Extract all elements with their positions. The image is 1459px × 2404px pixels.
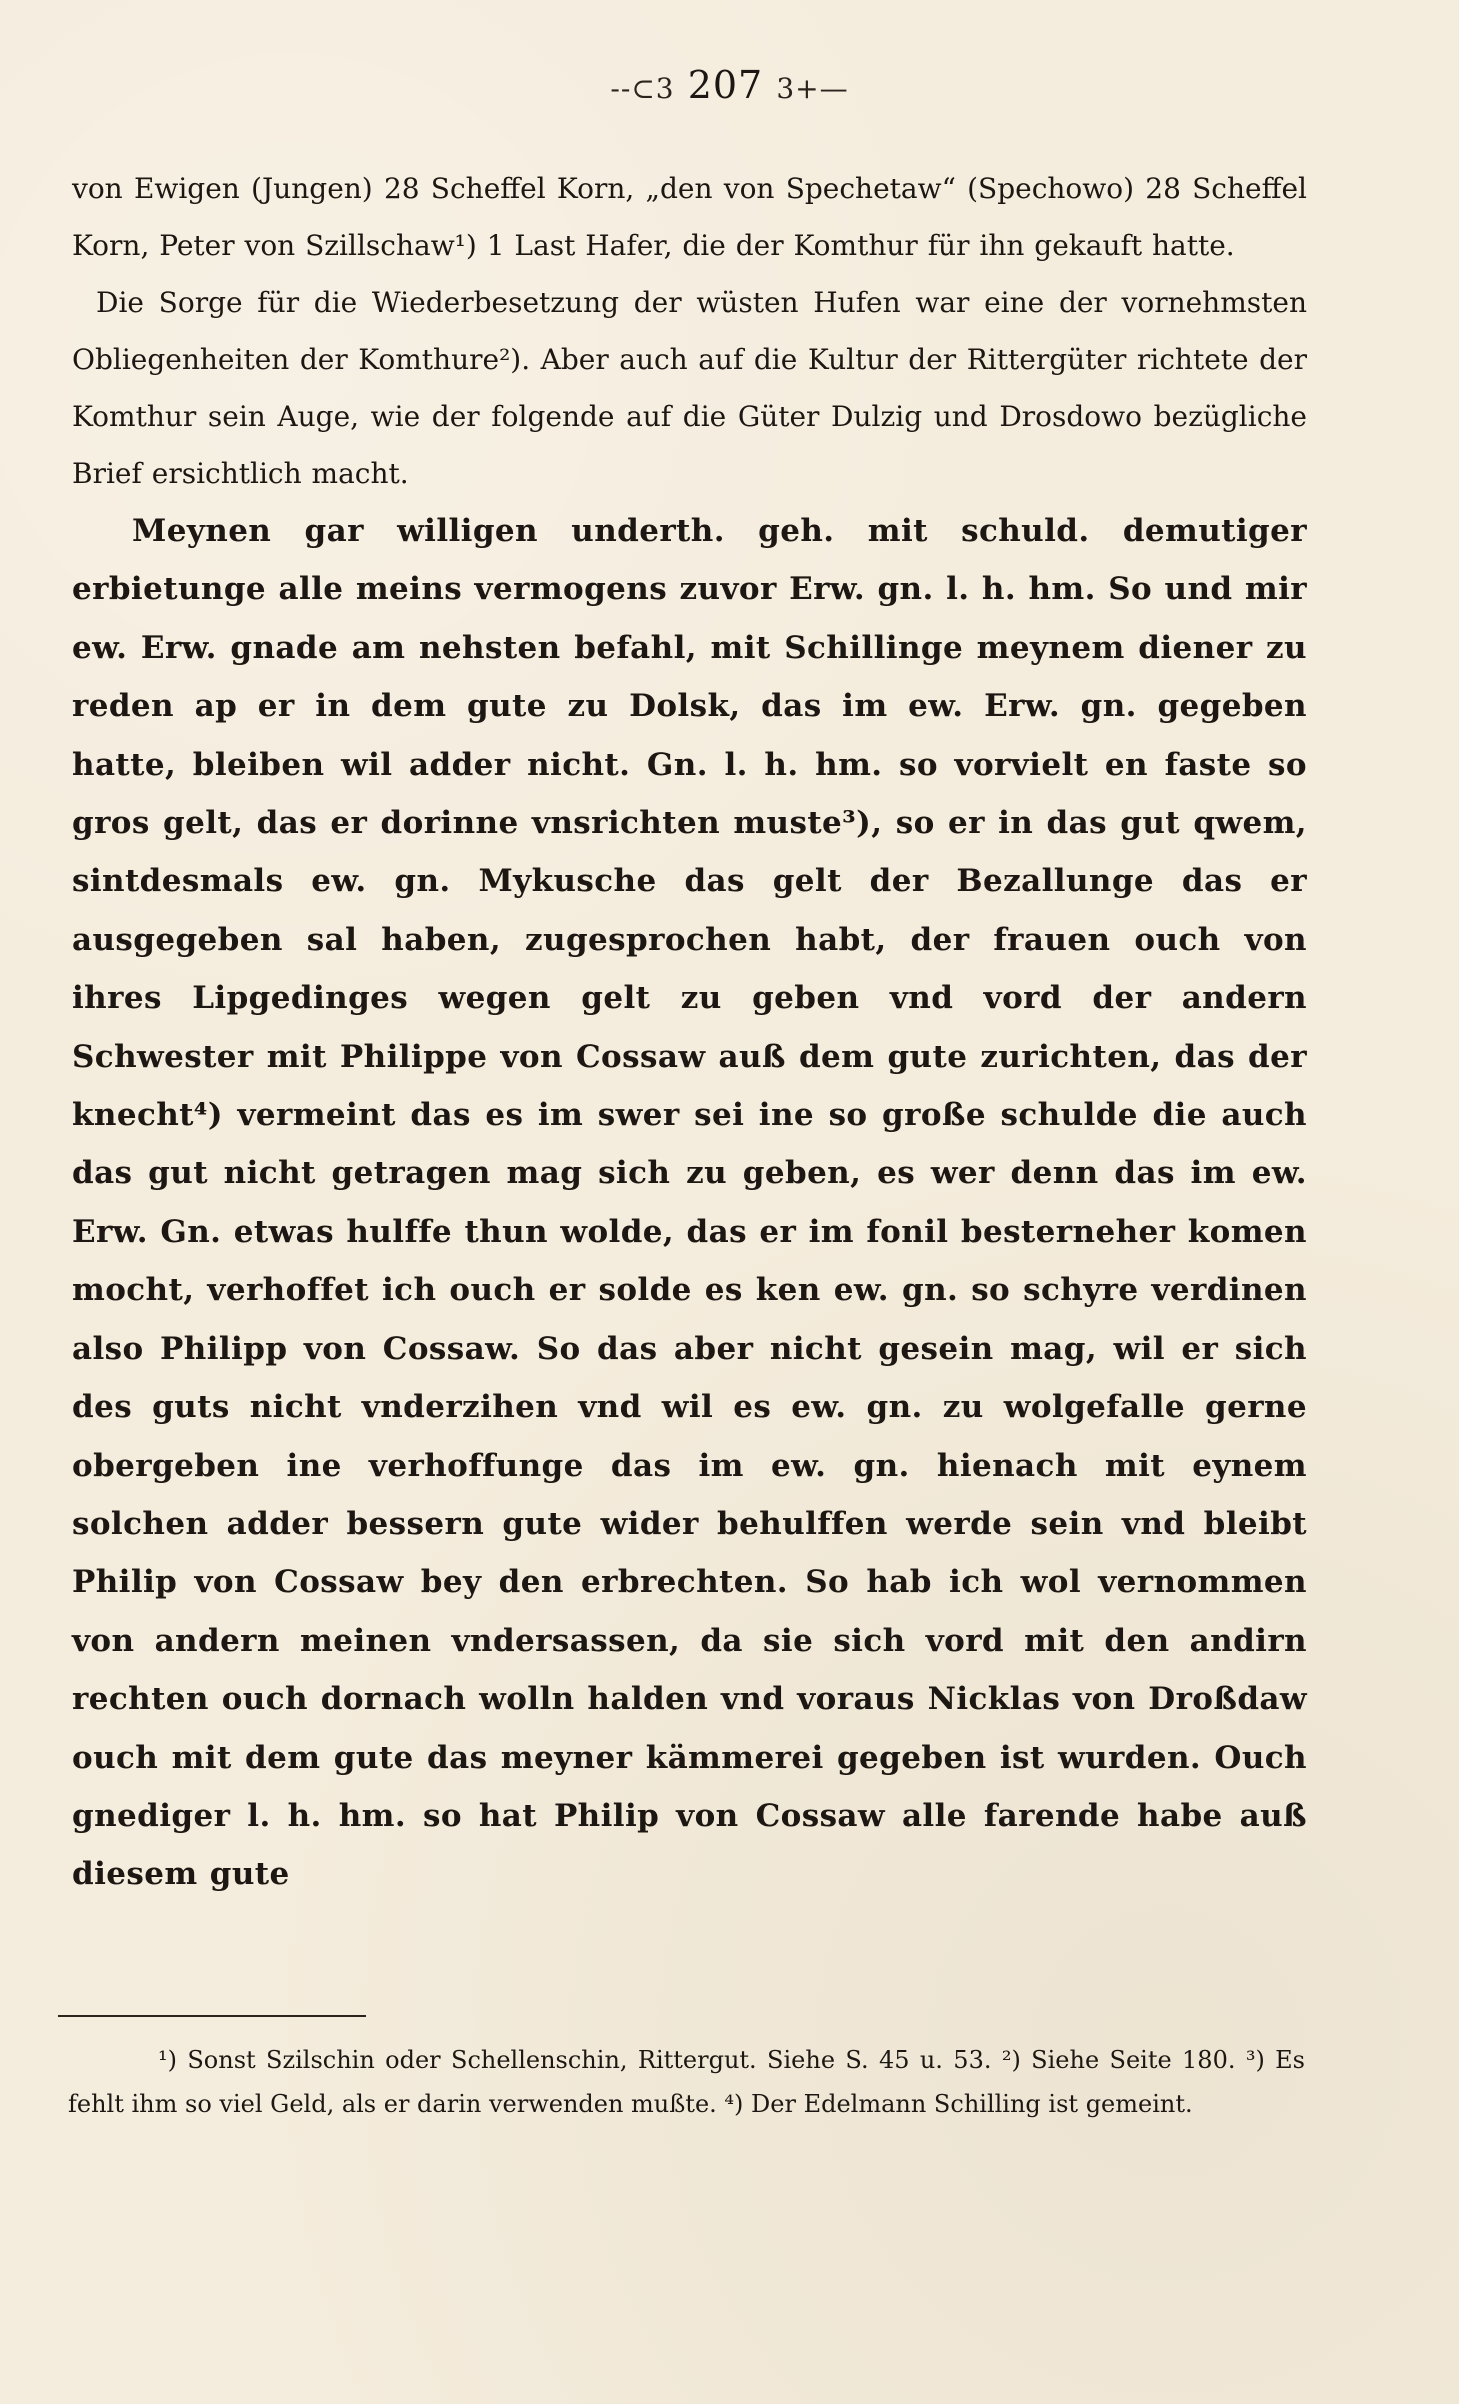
header-ornament-right: 3+— [776,72,849,105]
quoted-letter: Meynen gar willigen underth. geh. mit schuld. demutiger erbietunge alle meins vermogens zuvor Erw. gn. l. h. hm. So und mir ew. Erw. gnade am nehsten befahl, mit Schillinge meynem diener zu reden ap er in dem gute zu Dolsk, das im ew. Erw. gn. gegeben hatte, bleiben wil adder nicht. Gn. l. h. hm. so vorvielt en faste so gros gelt, das er dorinne vnsrichten muste³), so er in das gut qwem, sintdesmals ew. gn. Mykusche das gelt der Bezallunge das er ausgegeben sal haben, zugesprochen habt, der frauen ouch von ihres Lipgedinges wegen gelt zu geben vnd vord der andern Schwester mit Philippe von Cossaw auß dem gute zurichten, das der knecht⁴) vermeint das es im swer sei ine so große schulde die auch das gut nicht getragen mag sich zu geben, es wer denn das im ew. Erw. Gn. etwas hulffe thun wolde, das er im fonil besterneher komen mocht, verhoffet ich ouch er solde es ken ew. gn. so schyre verdinen also Philipp von Cossaw. So das aber nicht gesein mag, wil er sich des guts nicht vnderzihen vnd wil es ew. gn. zu wolgefalle gerne obergeben ine verhoffunge das im ew. gn. hienach mit eynem solchen adder bessern gute wider behulffen werde sein vnd bleibt Philip von Cossaw bey den erbrechten. So hab ich wol vernommen von andern meinen vndersassen, da sie sich vord mit den andirn rechten ouch dornach wolln halden vnd voraus Nicklas von Droßdaw ouch mit dem gute das meyner kämmerei gegeben ist wurden. Ouch gnediger l. h. hm. so hat Philip von Cossaw alle farende habe auß diesem gute [72,513,1307,1893]
paragraph-context: Die Sorge für die Wiederbesetzung der wüsten Hufen war eine der vornehmsten Obliegenheiten der Komthure²). Aber auch auf die Kultur der Rittergüter richtete der Komthur sein Auge, wie der folgende auf die Güter Dulzig und Drosdowo bezügliche Brief ersichtlich macht. [72,286,1307,490]
header-ornament-left: --⊂3 [610,72,675,105]
page-header [0,63,1459,107]
paragraph-intro: von Ewigen (Jungen) 28 Scheffel Korn, „den von Spechetaw“ (Spechowo) 28 Scheffel Korn, Peter von Szillschaw¹) 1 Last Hafer, die der Komthur für ihn gekauft hatte. [72,172,1307,262]
footnote-text: ¹) Sonst Szilschin oder Schellenschin, Rittergut. Siehe S. 45 u. 53. ²) Siehe Seite 180. ³) Es fehlt ihm so viel Geld, als er darin verwenden mußte. ⁴) Der Edelmann Schilling ist gemeint. [68,2046,1305,2118]
footnotes [68,2038,1305,2126]
body-text [72,160,1307,1904]
footnote-separator [58,2015,366,2017]
page-number: 207 [687,63,764,107]
